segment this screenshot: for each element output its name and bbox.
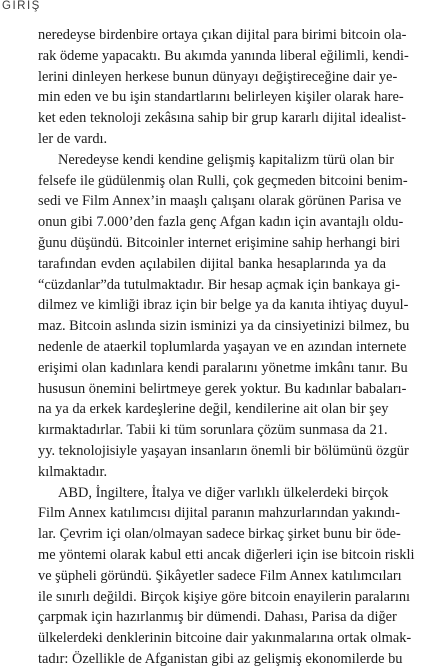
paragraph xyxy=(38,150,410,483)
text-line: min eden ve bu işin standartlarını belirleyen kişiler olarak hare- xyxy=(38,89,404,106)
text-line: neredeyse birdenbire ortaya çıkan dijital para birimi bitcoin ola- xyxy=(38,27,407,43)
paragraph xyxy=(38,25,409,150)
text-line: lar. Çevrim içi olan/olmayan sadece birkaç şirket bunu bir öde- xyxy=(38,526,401,543)
text-line: Neredeyse kendi kendine gelişmiş kapitalizm türü olan bir xyxy=(58,151,395,168)
text-line: kılmaktadır. xyxy=(38,463,108,480)
text-line: nedenle de ataerkil toplumlarda yaşayan ve en azından internete xyxy=(38,338,407,355)
text-line: erişimi olan kadınlara kendi paralarını yönetme imkânı tanır. Bu xyxy=(38,359,408,376)
text-line: ve şüpheli göründü. Şikâyetler sadece Film Annex katılımcıları xyxy=(38,567,402,584)
text-line: hususun önemini belirtmeye gerek yoktur. Bu kadınlar babaları- xyxy=(38,380,407,397)
text-line: ile sınırlı değildi. Birçok kişiye göre bitcoin enayilerin paralarını xyxy=(38,588,411,605)
text-line: tarafından evden açılabilen dijital banka hesaplarında ya da xyxy=(38,255,386,272)
text-line: dilmez ve kimliği ibraz için bir belge ya da kanıta ihtiyaç duyul- xyxy=(38,297,409,314)
paragraph xyxy=(38,483,415,670)
text-line: Film Annex katılımcısı dijital paranın mahzurlarından yakındı- xyxy=(38,505,401,522)
text-line: sedi ve Film Annex’in maaşlı çalışanı olarak görünen Parisa ve xyxy=(38,193,402,210)
running-header: GİRİŞ xyxy=(2,0,41,12)
text-line: ğunu düşündü. Bitcoinler internet erişimine sahip herhangi biri xyxy=(38,234,401,251)
text-line: “cüzdanlar”da tutulmaktadır. Bir hesap açmak için bankaya gi- xyxy=(38,276,401,293)
text-line: ülkelerdeki denklerinin bitcoine dair yakınmalarına ortak olmak- xyxy=(38,630,412,647)
text-line: onun gibi 7.000’den fazla genç Afgan kadın için avantajlı oldu- xyxy=(38,214,404,231)
text-line: çarpmak için hazırlanmış bir dümendi. Dahası, Parisa da diğer xyxy=(38,609,397,626)
text-line: kırmaktadırlar. Tabii ki tüm sorunlara çözüm sunmasa da 21. xyxy=(38,422,388,439)
text-line: rak ödeme yapacaktı. Bu akımda yanında liberal eğilimli, kendi- xyxy=(38,47,409,64)
text-line: felsefe ile güdülenmiş olan Rulli, çok geçmeden bitcoini benim- xyxy=(38,172,408,189)
text-line: yy. teknolojisiyle yaşayan insanların önemli bir bölümünü özgür xyxy=(38,442,409,459)
text-line: ler de vardı. xyxy=(38,130,108,147)
text-line: ket eden teknoloji zekâsına sahip bir grup kararlı dijital idealist- xyxy=(38,110,407,127)
text-line: tadır: Özellikle de Afganistan gibi az gelişmiş ekonomilerde bu xyxy=(38,650,403,667)
text-line: na ya da erkek kardeşlerine değil, kendilerine ait olan bir şey xyxy=(38,401,389,418)
text-line: maz. Bitcoin aslında sizin isminizi ya da cinsiyetinizi bilmez, bu xyxy=(38,318,410,335)
text-line: me yöntemi olarak kabul etti ancak diğerleri için ise bitcoin riskli xyxy=(38,546,415,563)
body-text xyxy=(38,25,415,670)
text-line: ABD, İngiltere, İtalya ve diğer varlıklı ülkelerdeki birçok xyxy=(58,484,389,501)
text-line: lerini dinleyen herkese bunun dünyayı değiştireceğine dair ye- xyxy=(38,68,398,85)
